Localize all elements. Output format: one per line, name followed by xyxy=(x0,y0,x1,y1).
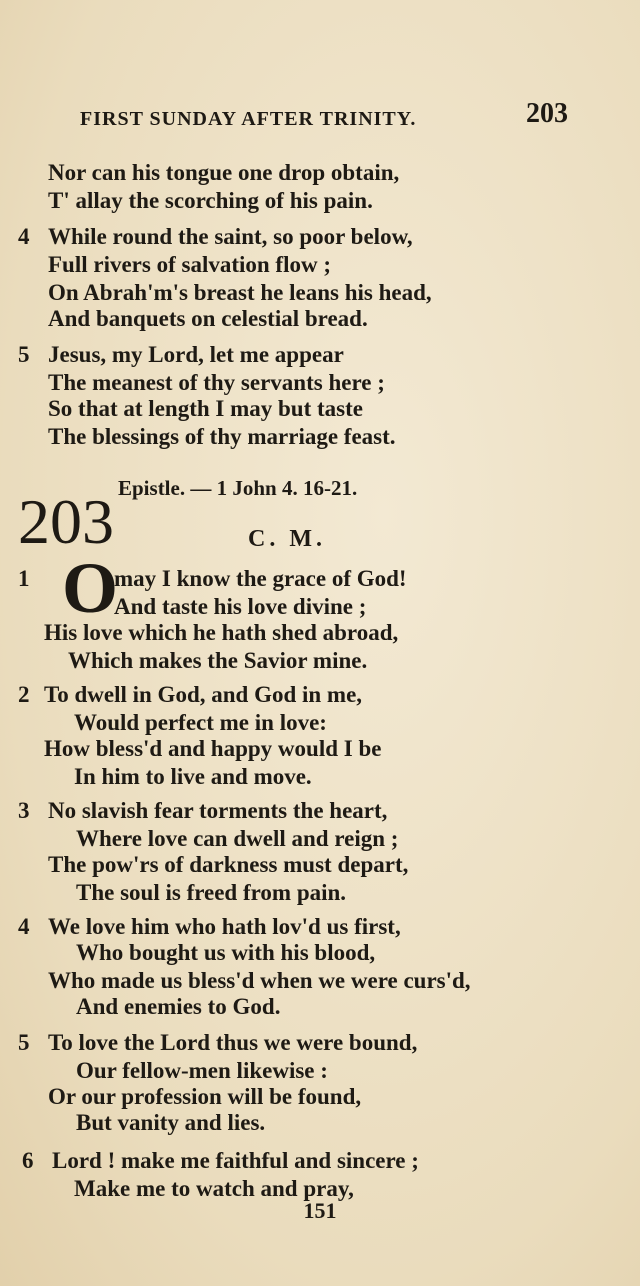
verse-line: Which makes the Savior mine. xyxy=(68,648,368,673)
hymn-meter: C. M. xyxy=(248,526,326,552)
verse-line: Nor can his tongue one drop obtain, xyxy=(48,160,400,185)
verse-line: And banquets on celestial bread. xyxy=(48,306,368,331)
verse-line: While round the saint, so poor below, xyxy=(48,224,413,249)
verse-line: Our fellow-men likewise : xyxy=(76,1058,328,1083)
verse-line: So that at length I may but taste xyxy=(48,396,363,421)
verse-line: How bless'd and happy would I be xyxy=(44,736,382,761)
stanza-number: 6 xyxy=(22,1148,34,1173)
verse-line: And taste his love divine ; xyxy=(114,594,367,619)
stanza-number: 4 xyxy=(18,224,30,249)
stanza-number: 5 xyxy=(18,1030,30,1055)
running-head: FIRST SUNDAY AFTER TRINITY. xyxy=(80,108,417,130)
verse-line: Jesus, my Lord, let me appear xyxy=(48,342,344,367)
hymn-number: 203 xyxy=(18,486,114,557)
verse-line: But vanity and lies. xyxy=(76,1110,266,1135)
verse-line: The pow'rs of darkness must depart, xyxy=(48,852,409,877)
footer-page-number: 151 xyxy=(303,1198,337,1223)
verse-line: Would perfect me in love: xyxy=(74,710,327,735)
verse-line: Make me to watch and pray, xyxy=(74,1176,354,1201)
verse-line: To love the Lord thus we were bound, xyxy=(48,1030,418,1055)
epistle-reference: Epistle. — 1 John 4. 16-21. xyxy=(118,476,358,500)
verse-line: Full rivers of salvation flow ; xyxy=(48,252,331,277)
verse-line: The soul is freed from pain. xyxy=(76,880,347,905)
stanza-number: 4 xyxy=(18,914,30,939)
verse-line: may I know the grace of God! xyxy=(114,566,407,591)
verse-line: Where love can dwell and reign ; xyxy=(76,826,399,851)
stanza-number: 1 xyxy=(18,566,30,591)
verse-line: On Abrah'm's breast he leans his head, xyxy=(48,280,432,305)
verse-line: In him to live and move. xyxy=(74,764,312,789)
verse-line: His love which he hath shed abroad, xyxy=(44,620,399,645)
verse-line: Lord ! make me faithful and sincere ; xyxy=(52,1148,419,1173)
verse-line: No slavish fear torments the heart, xyxy=(48,798,388,823)
page-header xyxy=(80,98,570,134)
verse-line: We love him who hath lov'd us first, xyxy=(48,914,401,939)
stanza-number: 5 xyxy=(18,342,30,367)
verse-line: The meanest of thy servants here ; xyxy=(48,370,385,395)
stanza-number: 2 xyxy=(18,682,30,707)
verse-line: Or our profession will be found, xyxy=(48,1084,362,1109)
verse-line: Who bought us with his blood, xyxy=(76,940,376,965)
verse-line: Who made us bless'd when we were curs'd, xyxy=(48,968,471,993)
header-page-number: 203 xyxy=(526,98,568,129)
verse-line: And enemies to God. xyxy=(76,994,281,1019)
stanza-number: 3 xyxy=(18,798,30,823)
verse-line: To dwell in God, and God in me, xyxy=(44,682,363,707)
drop-cap: O xyxy=(62,548,119,628)
verse-line: The blessings of thy marriage feast. xyxy=(48,424,396,449)
verse-line: T' allay the scorching of his pain. xyxy=(48,188,373,213)
